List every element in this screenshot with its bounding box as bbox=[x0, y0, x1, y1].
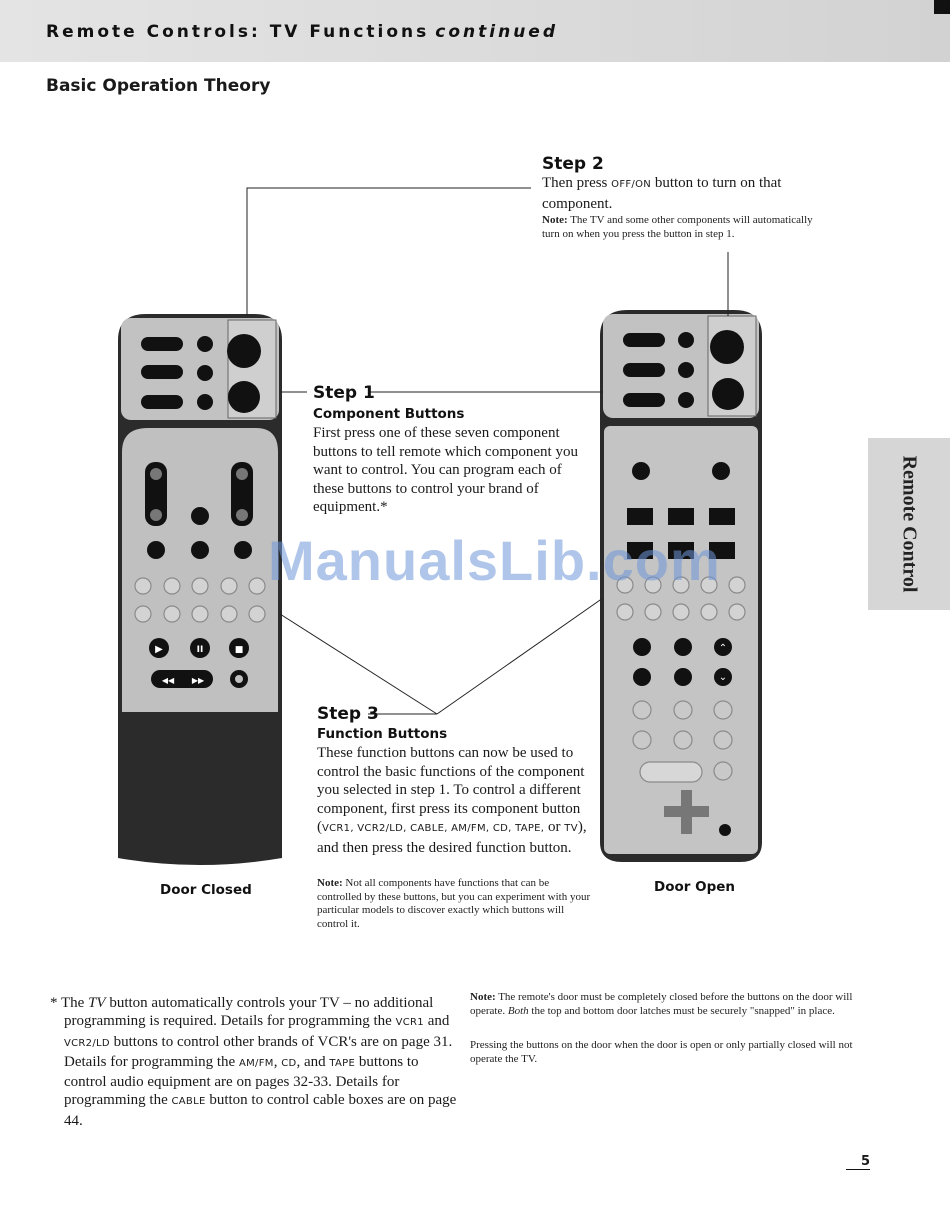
remote-door-closed bbox=[118, 314, 282, 865]
bottom-note-part: The remote's door must be completely closed before the buttons on the door will operate. bbox=[470, 991, 853, 1017]
footnote-cd: CD bbox=[281, 1057, 297, 1069]
footnote-part: , bbox=[273, 1053, 282, 1070]
bottom-note-1 bbox=[470, 991, 870, 1018]
step2-text bbox=[542, 174, 822, 213]
side-tab-label: Remote Control bbox=[898, 455, 921, 593]
step3-subtitle: Function Buttons bbox=[317, 726, 448, 742]
header-title-text: Remote Controls: TV Functions bbox=[46, 22, 430, 42]
channel-down-icon: ⌄ bbox=[718, 672, 728, 683]
step3-note-text: Not all components have functions that can be controlled by these buttons, but you can experiment with your particular models to discover exactly which buttons will control it. bbox=[317, 877, 591, 930]
caption-door-closed: Door Closed bbox=[160, 882, 252, 898]
footnote-vcr2: VCR2/LD bbox=[64, 1037, 110, 1049]
channel-up-icon: ⌃ bbox=[718, 643, 728, 654]
bottom-note-2: Pressing the buttons on the door when the door is open or only partially closed will not operate the TV. bbox=[470, 1039, 853, 1065]
footnote-part: button to control cable boxes are on page 44. bbox=[64, 1092, 457, 1129]
step3-note-label: Note: bbox=[317, 877, 343, 889]
step3-text-after: ), and then press the desired function button. bbox=[317, 819, 587, 856]
step2-button-name: OFF/ON bbox=[611, 179, 652, 190]
step1-title: Step 1 bbox=[313, 383, 375, 403]
footnote-part: , and bbox=[296, 1053, 330, 1070]
pause-icon: II bbox=[196, 645, 204, 655]
step2-text-before: Then press bbox=[542, 175, 612, 191]
bottom-note-label: Note: bbox=[470, 991, 496, 1003]
footnote-part: The bbox=[57, 995, 89, 1011]
bottom-note-part: the top and bottom door latches must be securely "snapped" in place. bbox=[528, 1004, 835, 1017]
footnote-part: and bbox=[423, 1013, 450, 1030]
watermark: ManualsLib.com bbox=[268, 529, 721, 592]
play-icon: ▶ bbox=[155, 644, 163, 655]
step2-text-after: button to turn on that component. bbox=[542, 175, 782, 212]
footnote-tv: TV bbox=[88, 995, 106, 1011]
stop-icon: ■ bbox=[234, 645, 244, 655]
step3-button-tv: TV bbox=[564, 823, 578, 834]
step3-text-or: or bbox=[544, 819, 565, 835]
step1-subtitle: Component Buttons bbox=[313, 406, 465, 422]
page-number: 5 bbox=[846, 1154, 870, 1170]
footnote-part: buttons to control audio equipment are on pages 32-33. Details for programming the bbox=[64, 1053, 419, 1109]
step3-title: Step 3 bbox=[317, 704, 379, 724]
footnote-cable: CABLE bbox=[171, 1096, 206, 1108]
step2-note bbox=[542, 214, 820, 241]
step3-text-before: These function buttons can now be used to control the basic functions of the component you selected in step 1. To control a different component, first press its component button ( bbox=[317, 745, 585, 835]
bottom-note-both: Both bbox=[507, 1004, 529, 1017]
footnote-tape: TAPE bbox=[329, 1057, 356, 1069]
footnote-amfm: AM/FM bbox=[238, 1057, 274, 1069]
footnote-vcr1: VCR1 bbox=[395, 1017, 424, 1029]
footnote-part: buttons to control other brands of VCR's are on page 31. Details for programming the bbox=[64, 1033, 453, 1070]
footnote bbox=[50, 994, 464, 1130]
footnote-part: button automatically controls your TV – no additional programming is required. Details for programming the bbox=[64, 995, 434, 1030]
step1-text: First press one of these seven component buttons to tell remote which component you want to control. You can program each of these buttons to control your brand of equipment.* bbox=[313, 425, 578, 515]
step2-title: Step 2 bbox=[542, 154, 604, 174]
step3-text bbox=[317, 744, 595, 857]
step3-note bbox=[317, 877, 595, 931]
step2-note-label: Note: bbox=[542, 214, 568, 226]
section-heading: Basic Operation Theory bbox=[46, 76, 271, 96]
fast-forward-icon: ▶▶ bbox=[191, 676, 205, 685]
step2-note-text: The TV and some other components will automatically turn on when you press the button in step 1. bbox=[542, 214, 813, 240]
caption-door-open: Door Open bbox=[654, 879, 736, 895]
rewind-icon: ◀◀ bbox=[161, 676, 175, 685]
step3-button-list: VCR1, VCR2/LD, CABLE, AM/FM, CD, TAPE, bbox=[322, 823, 545, 834]
header-continued: continued bbox=[435, 22, 558, 42]
footnote-star: * bbox=[50, 995, 58, 1011]
